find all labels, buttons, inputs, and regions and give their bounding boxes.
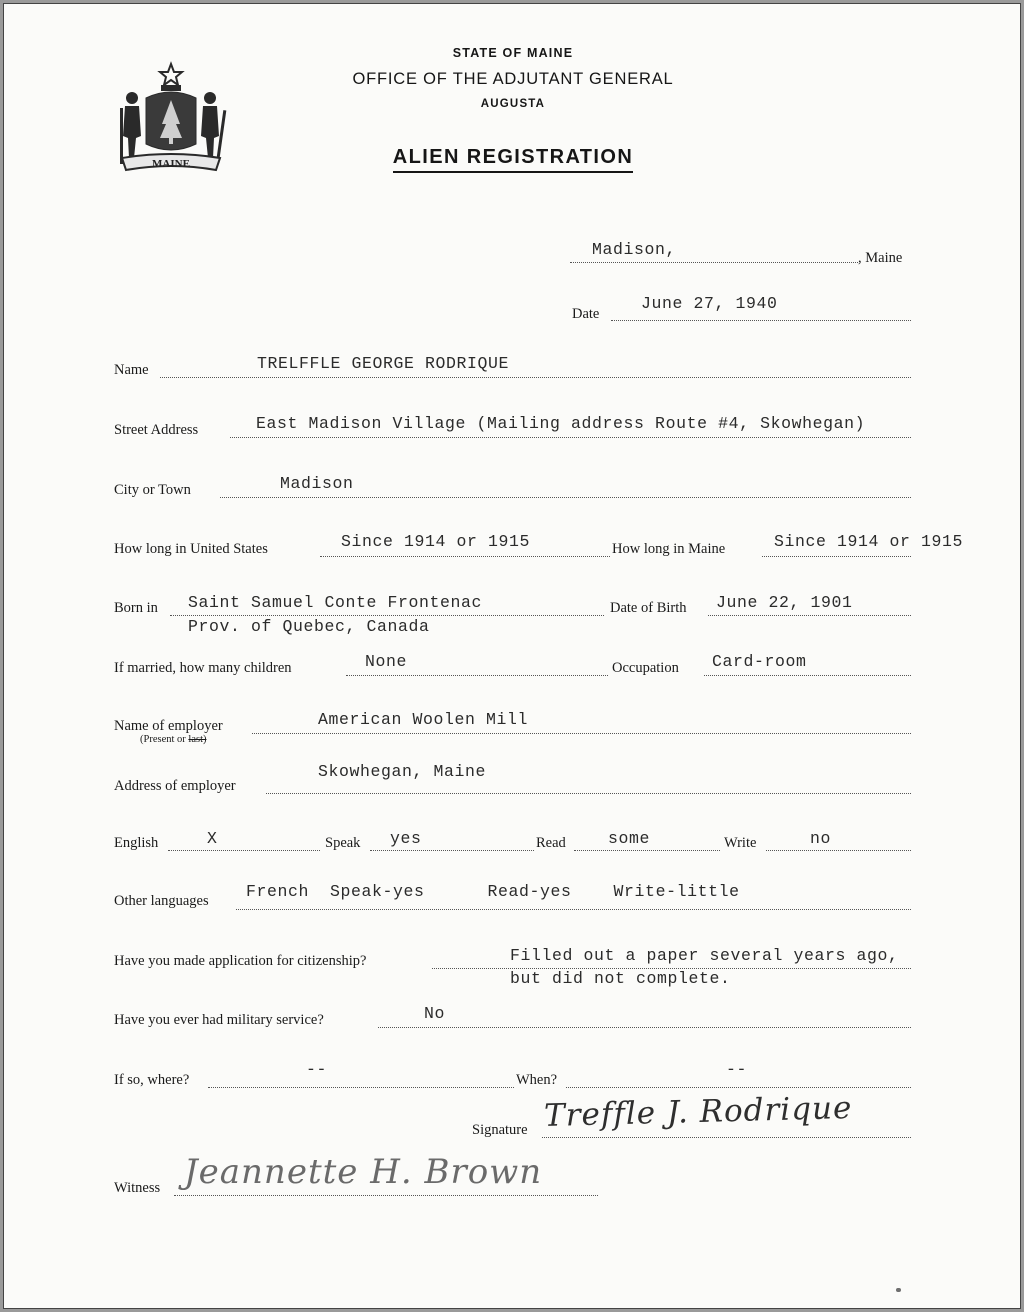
born-in-line [170, 615, 604, 616]
read-line [574, 850, 720, 851]
occupation-label: Occupation [612, 660, 679, 676]
military-line [378, 1027, 911, 1028]
name-line [160, 377, 911, 378]
header-office: OFFICE OF THE ADJUTANT GENERAL [352, 70, 674, 88]
when-value: -- [726, 1060, 748, 1079]
speak-label: Speak [325, 835, 361, 851]
location-value: Madison, [592, 240, 677, 259]
scan-speck [896, 1288, 901, 1292]
form-title [4, 146, 1021, 169]
street-address-line [230, 437, 911, 438]
read-value: some [608, 829, 651, 848]
employer-sublabel-last: last) [188, 734, 207, 745]
city-or-town-line [220, 497, 911, 498]
form-title-text: ALIEN REGISTRATION [393, 146, 633, 173]
citizenship-value-line1: Filled out a paper several years ago, [510, 946, 899, 965]
how-long-maine-value: Since 1914 or 1915 [774, 532, 964, 551]
employer-label: Name of employer [114, 718, 223, 734]
date-label: Date [572, 306, 600, 322]
signature-handwriting: Treffle J. Rodrique [543, 1089, 853, 1135]
english-line [168, 850, 320, 851]
how-long-us-label: How long in United States [114, 541, 268, 557]
employer-sublabel [140, 734, 206, 745]
write-line [766, 850, 911, 851]
date-value: June 27, 1940 [641, 294, 778, 313]
date-of-birth-value: June 22, 1901 [716, 593, 853, 612]
born-in-value: Saint Samuel Conte Frontenac [188, 593, 483, 612]
how-long-us-value: Since 1914 or 1915 [341, 532, 531, 551]
military-value: No [424, 1004, 446, 1023]
when-line [566, 1087, 911, 1088]
street-address-label: Street Address [114, 422, 199, 438]
occupation-line [704, 675, 911, 676]
signature-line [542, 1137, 911, 1138]
employer-sublabel-present: (Present or [140, 734, 186, 745]
if-so-where-line [208, 1087, 514, 1088]
english-value: X [207, 829, 218, 848]
employer-address-label: Address of employer [114, 778, 236, 794]
how-long-maine-line [762, 556, 911, 557]
how-long-maine-label: How long in Maine [612, 541, 726, 557]
write-value: no [810, 829, 832, 848]
city-or-town-label: City or Town [114, 482, 191, 498]
witness-label: Witness [114, 1180, 161, 1196]
date-of-birth-line [708, 615, 911, 616]
employer-address-value: Skowhegan, Maine [318, 762, 487, 781]
english-label: English [114, 835, 159, 851]
other-languages-line [236, 909, 911, 910]
how-long-us-line [320, 556, 610, 557]
citizenship-value-line2: but did not complete. [510, 969, 731, 988]
name-value: TRELFFLE GEORGE RODRIQUE [257, 354, 510, 373]
speak-line [370, 850, 534, 851]
if-so-where-label: If so, where? [114, 1072, 190, 1088]
registration-form-page [3, 3, 1021, 1309]
if-so-where-value: -- [306, 1060, 328, 1079]
born-in-value-line2: Prov. of Quebec, Canada [188, 617, 430, 636]
witness-line [174, 1195, 598, 1196]
signature-label: Signature [472, 1122, 528, 1138]
location-suffix-label: , Maine [858, 250, 903, 266]
seal-banner-text: MAINE [152, 158, 190, 170]
read-label: Read [536, 835, 566, 851]
citizenship-label: Have you made application for citizenship? [114, 953, 367, 969]
city-or-town-value: Madison [280, 474, 354, 493]
name-label: Name [114, 362, 149, 378]
children-label: If married, how many children [114, 660, 292, 676]
street-address-value: East Madison Village (Mailing address Route #4, Skowhegan) [256, 414, 866, 433]
location-line [570, 262, 858, 263]
header-state: STATE OF MAINE [452, 46, 574, 60]
military-label: Have you ever had military service? [114, 1012, 324, 1028]
occupation-value: Card-room [712, 652, 807, 671]
other-languages-label: Other languages [114, 893, 209, 909]
witness-handwriting: Jeannette H. Brown [184, 1152, 543, 1192]
write-label: Write [724, 835, 757, 851]
employer-line [252, 733, 911, 734]
children-value: None [365, 652, 408, 671]
header-city: AUGUSTA [480, 98, 546, 110]
born-in-label: Born in [114, 600, 158, 616]
speak-value: yes [390, 829, 422, 848]
employer-value: American Woolen Mill [318, 710, 529, 729]
children-line [346, 675, 608, 676]
employer-address-line [266, 793, 911, 794]
date-of-birth-label: Date of Birth [610, 600, 687, 616]
date-line [611, 320, 911, 321]
other-languages-value: French Speak-yes Read-yes Write-little [246, 882, 740, 901]
when-label: When? [516, 1072, 558, 1088]
